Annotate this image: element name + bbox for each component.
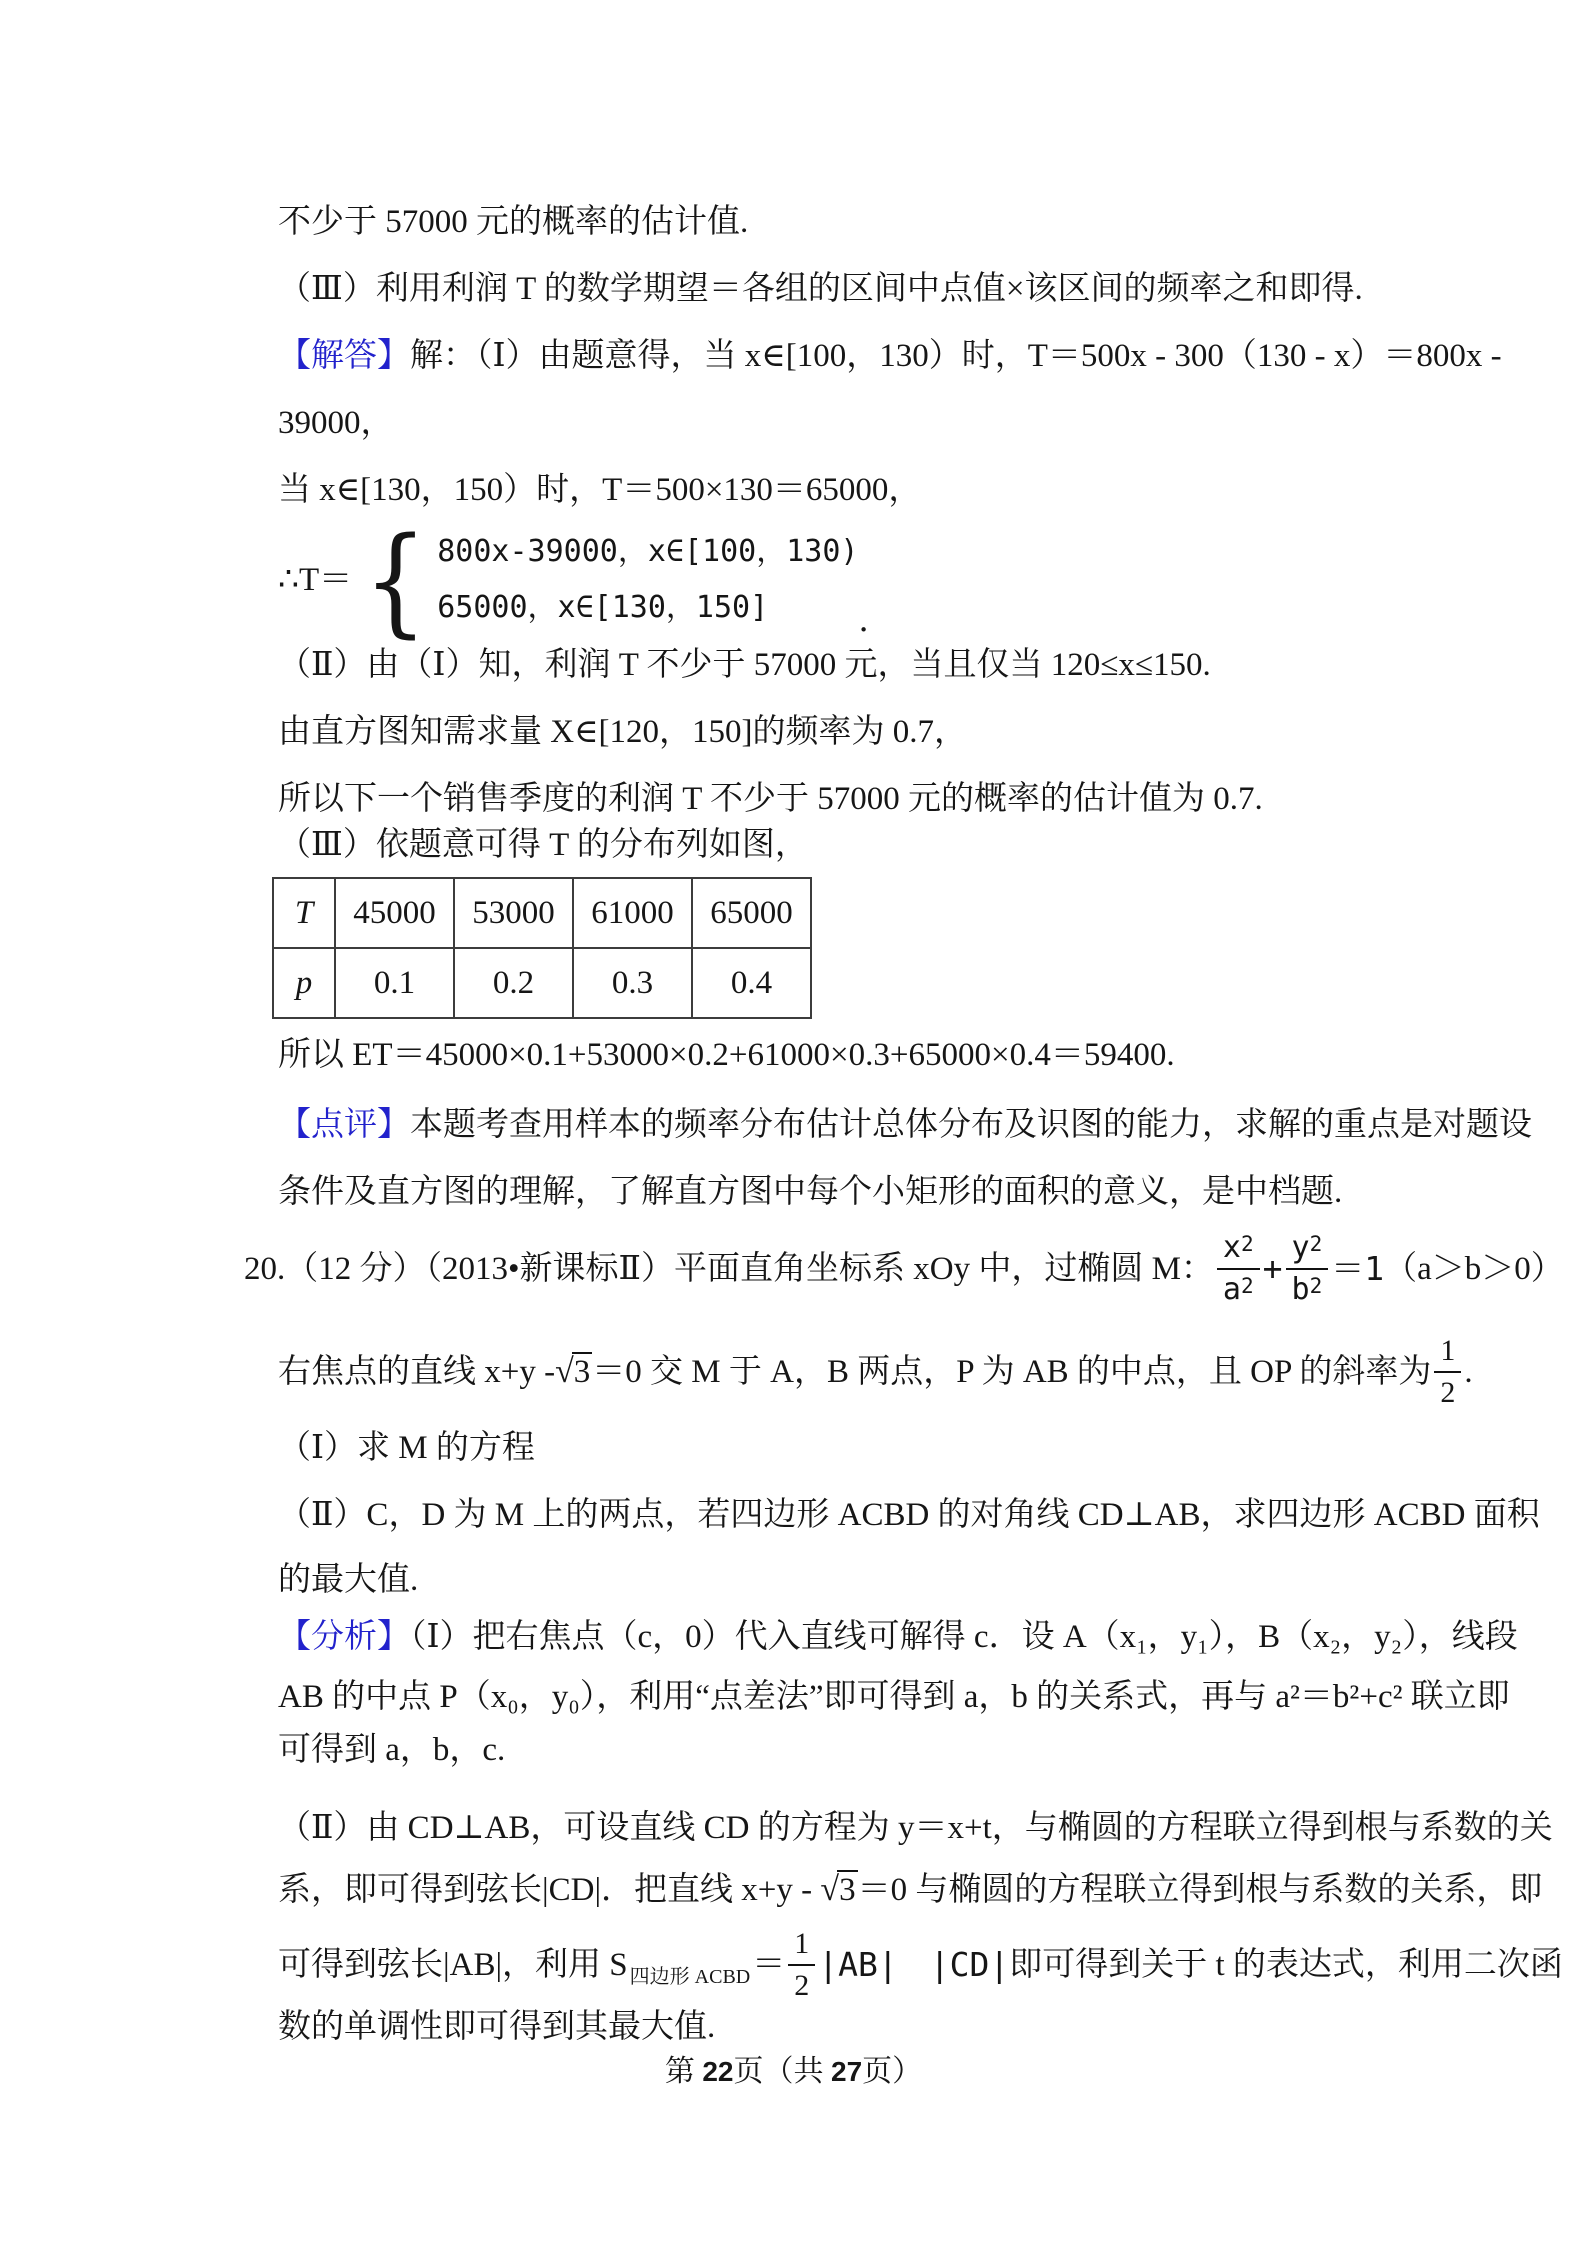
- text-line-expectation: 所以 ET＝45000×0.1+53000×0.2+61000×0.3+65000×0.4＝59400.: [278, 1037, 1175, 1073]
- page-footer: [0, 2046, 1587, 2090]
- text-line-probability-07: 所以下一个销售季度的利润 T 不少于 57000 元的概率的估计值为 0.7.: [278, 781, 1263, 817]
- cases-stack: [437, 524, 858, 636]
- text-line-chord-cd: [278, 1869, 1542, 1911]
- exponent-2: 2: [1309, 1274, 1323, 1298]
- total-page-number: 27: [831, 2056, 863, 2087]
- fraction-x2-a2: [1217, 1231, 1260, 1308]
- table-row-T: [273, 878, 811, 948]
- text-line-max-value: 的最大值.: [278, 1562, 419, 1598]
- therefore-t-equals: ∴T＝: [278, 562, 353, 598]
- table-cell: 61000: [573, 878, 692, 948]
- text-line-analysis-start: [278, 1616, 1518, 1658]
- analysis-label: 【分析】: [278, 1619, 410, 1655]
- analysis-text: （Ⅰ）把右焦点（c，0）代入直线可解得 c．设 A（x₁，y₁），B（x₂，y₂），线段: [410, 1619, 1518, 1655]
- table-cell: 0.2: [454, 948, 573, 1018]
- footer-suffix: 页）: [862, 2055, 923, 2088]
- case-row-2: 65000，x∈[130，150]: [437, 590, 769, 625]
- table-cell: T: [273, 878, 335, 948]
- equals-1: ＝1: [1331, 1249, 1385, 1288]
- footer-prefix: 第: [664, 2055, 703, 2088]
- table-row-p: [273, 948, 811, 1018]
- radical-sign: √: [555, 1353, 574, 1390]
- table-cell: 0.1: [335, 948, 454, 1018]
- radicand: 3: [839, 1872, 856, 1908]
- text-line-monotonicity: 数的单调性即可得到其最大值.: [278, 2009, 716, 2045]
- fraction-one-half: [788, 1927, 815, 2004]
- plus-sign: +: [1262, 1249, 1283, 1288]
- text-line-part3-hint: （Ⅲ）利用利润 T 的数学期望＝各组的区间中点值×该区间的频率之和即得.: [278, 271, 1363, 307]
- table-cell: p: [273, 948, 335, 1018]
- var-b: b: [1291, 1272, 1310, 1307]
- fraction-numerator: 1: [1434, 1334, 1461, 1374]
- text-line-get-abc: 可得到 a，b，c.: [278, 1732, 506, 1768]
- fraction-denominator: [1286, 1270, 1329, 1308]
- sqrt-3: [820, 1872, 857, 1908]
- current-page-number: 22: [702, 2056, 734, 2087]
- equals-sign: ＝: [752, 1947, 786, 1983]
- line2-end: .: [1464, 1354, 1473, 1390]
- formula-period: ．: [858, 603, 892, 639]
- exponent-2: 2: [1240, 1231, 1254, 1256]
- table-cell: 65000: [692, 878, 811, 948]
- abs-ab: |AB|: [818, 1945, 898, 1984]
- area-post: 即可得到关于 t 的表达式，利用二次函: [1009, 1947, 1563, 1983]
- comment-label: 【点评】: [278, 1107, 410, 1143]
- question-20-lead: [244, 1213, 1564, 1325]
- fraction-denominator: 2: [794, 1969, 810, 2002]
- var-y: y: [1291, 1229, 1310, 1265]
- fraction-numerator: 1: [788, 1927, 815, 1967]
- var-a: a: [1222, 1272, 1241, 1307]
- case-row-1: 800x-39000，x∈[100，130): [437, 534, 859, 569]
- exponent-2: 2: [1240, 1274, 1254, 1298]
- solution-text: 解：（Ⅰ）由题意得，当 x∈[100，130）时，T＝500x - 300（130 - x）＝800x -: [410, 338, 1502, 374]
- question-20-text: 20.（12 分）（2013•新课标Ⅱ）平面直角坐标系 xOy 中，过椭圆 M：: [244, 1251, 1214, 1287]
- comment-text: 本题考查用样本的频率分布估计总体分布及识图的能力，求解的重点是对题设: [410, 1107, 1532, 1143]
- text-line-midpoint-method: AB 的中点 P（x₀，y₀），利用“点差法”即可得到 a，b 的关系式，再与 a²＝b²+c² 联立即: [278, 1679, 1510, 1715]
- distribution-table: [272, 877, 812, 1019]
- table-cell: 45000: [335, 878, 454, 948]
- line2-pre: 右焦点的直线 x+y -: [278, 1354, 556, 1390]
- text-line-distribution-intro: （Ⅲ）依题意可得 T 的分布列如图，: [278, 827, 808, 863]
- chord-post: ＝0 与椭圆的方程联立得到根与系数的关系，即: [857, 1872, 1543, 1908]
- solution-label: 【解答】: [278, 338, 410, 374]
- table-cell: 53000: [454, 878, 573, 948]
- text-line-comment-start: [278, 1104, 1532, 1146]
- range-condition: （a＞b＞0）: [1384, 1251, 1564, 1287]
- area-pre: 可得到弦长|AB|，利用 S: [278, 1947, 628, 1983]
- quadrilateral-subscript: 四边形 ACBD: [629, 1966, 751, 1988]
- text-line-part2-conclusion: （Ⅱ）由（Ⅰ）知，利润 T 不少于 57000 元，当且仅当 120≤x≤150.: [278, 647, 1211, 683]
- piecewise-formula: [278, 511, 892, 649]
- text-line-probability-estimate: 不少于 57000 元的概率的估计值.: [278, 204, 749, 240]
- exponent-2: 2: [1309, 1231, 1323, 1256]
- text-line-solution-start: [278, 335, 1502, 377]
- sqrt-3: [555, 1351, 592, 1393]
- text-line-comment-end: 条件及直方图的理解，了解直方图中每个小矩形的面积的意义，是中档题.: [278, 1174, 1343, 1210]
- text-line-39000: 39000，: [278, 405, 394, 441]
- left-brace: {: [363, 511, 428, 649]
- area-formula-line: [278, 1925, 1563, 2005]
- text-line-histogram-frequency: 由直方图知需求量 X∈[120，150]的频率为 0.7，: [278, 714, 967, 750]
- radicand: 3: [573, 1354, 591, 1390]
- fraction-numerator: [1217, 1231, 1260, 1271]
- table-cell: 0.4: [692, 948, 811, 1018]
- line2-mid: ＝0 交 M 于 A，B 两点，P 为 AB 的中点，且 OP 的斜率为: [592, 1354, 1432, 1390]
- fraction-numerator: [1286, 1231, 1329, 1271]
- fraction-one-half: [1434, 1334, 1461, 1411]
- fraction-y2-b2: [1286, 1231, 1329, 1308]
- footer-middle: 页（共: [733, 2055, 831, 2088]
- abs-cd: |CD|: [929, 1945, 1010, 1984]
- chord-pre: 系，即可得到弦长|CD|．把直线 x+y -: [278, 1872, 821, 1908]
- radical-sign: √: [820, 1871, 840, 1908]
- fraction-denominator: 2: [1440, 1376, 1456, 1409]
- text-line-part2-question: （Ⅱ）C，D 为 M 上的两点，若四边形 ACBD 的对角线 CD⊥AB，求四边形 ACBD 面积: [278, 1497, 1540, 1533]
- var-x: x: [1222, 1229, 1241, 1265]
- text-line-part2-analysis: （Ⅱ）由 CD⊥AB，可设直线 CD 的方程为 y＝x+t，与椭圆的方程联立得到根与系数的关: [278, 1810, 1553, 1846]
- table-cell: 0.3: [573, 948, 692, 1018]
- text-line-part1-question: （Ⅰ）求 M 的方程: [278, 1430, 535, 1466]
- question-20-line2: [278, 1333, 1473, 1409]
- text-line-case-130-150: 当 x∈[130，150）时，T＝500×130＝65000，: [278, 472, 922, 508]
- fraction-denominator: [1217, 1270, 1260, 1308]
